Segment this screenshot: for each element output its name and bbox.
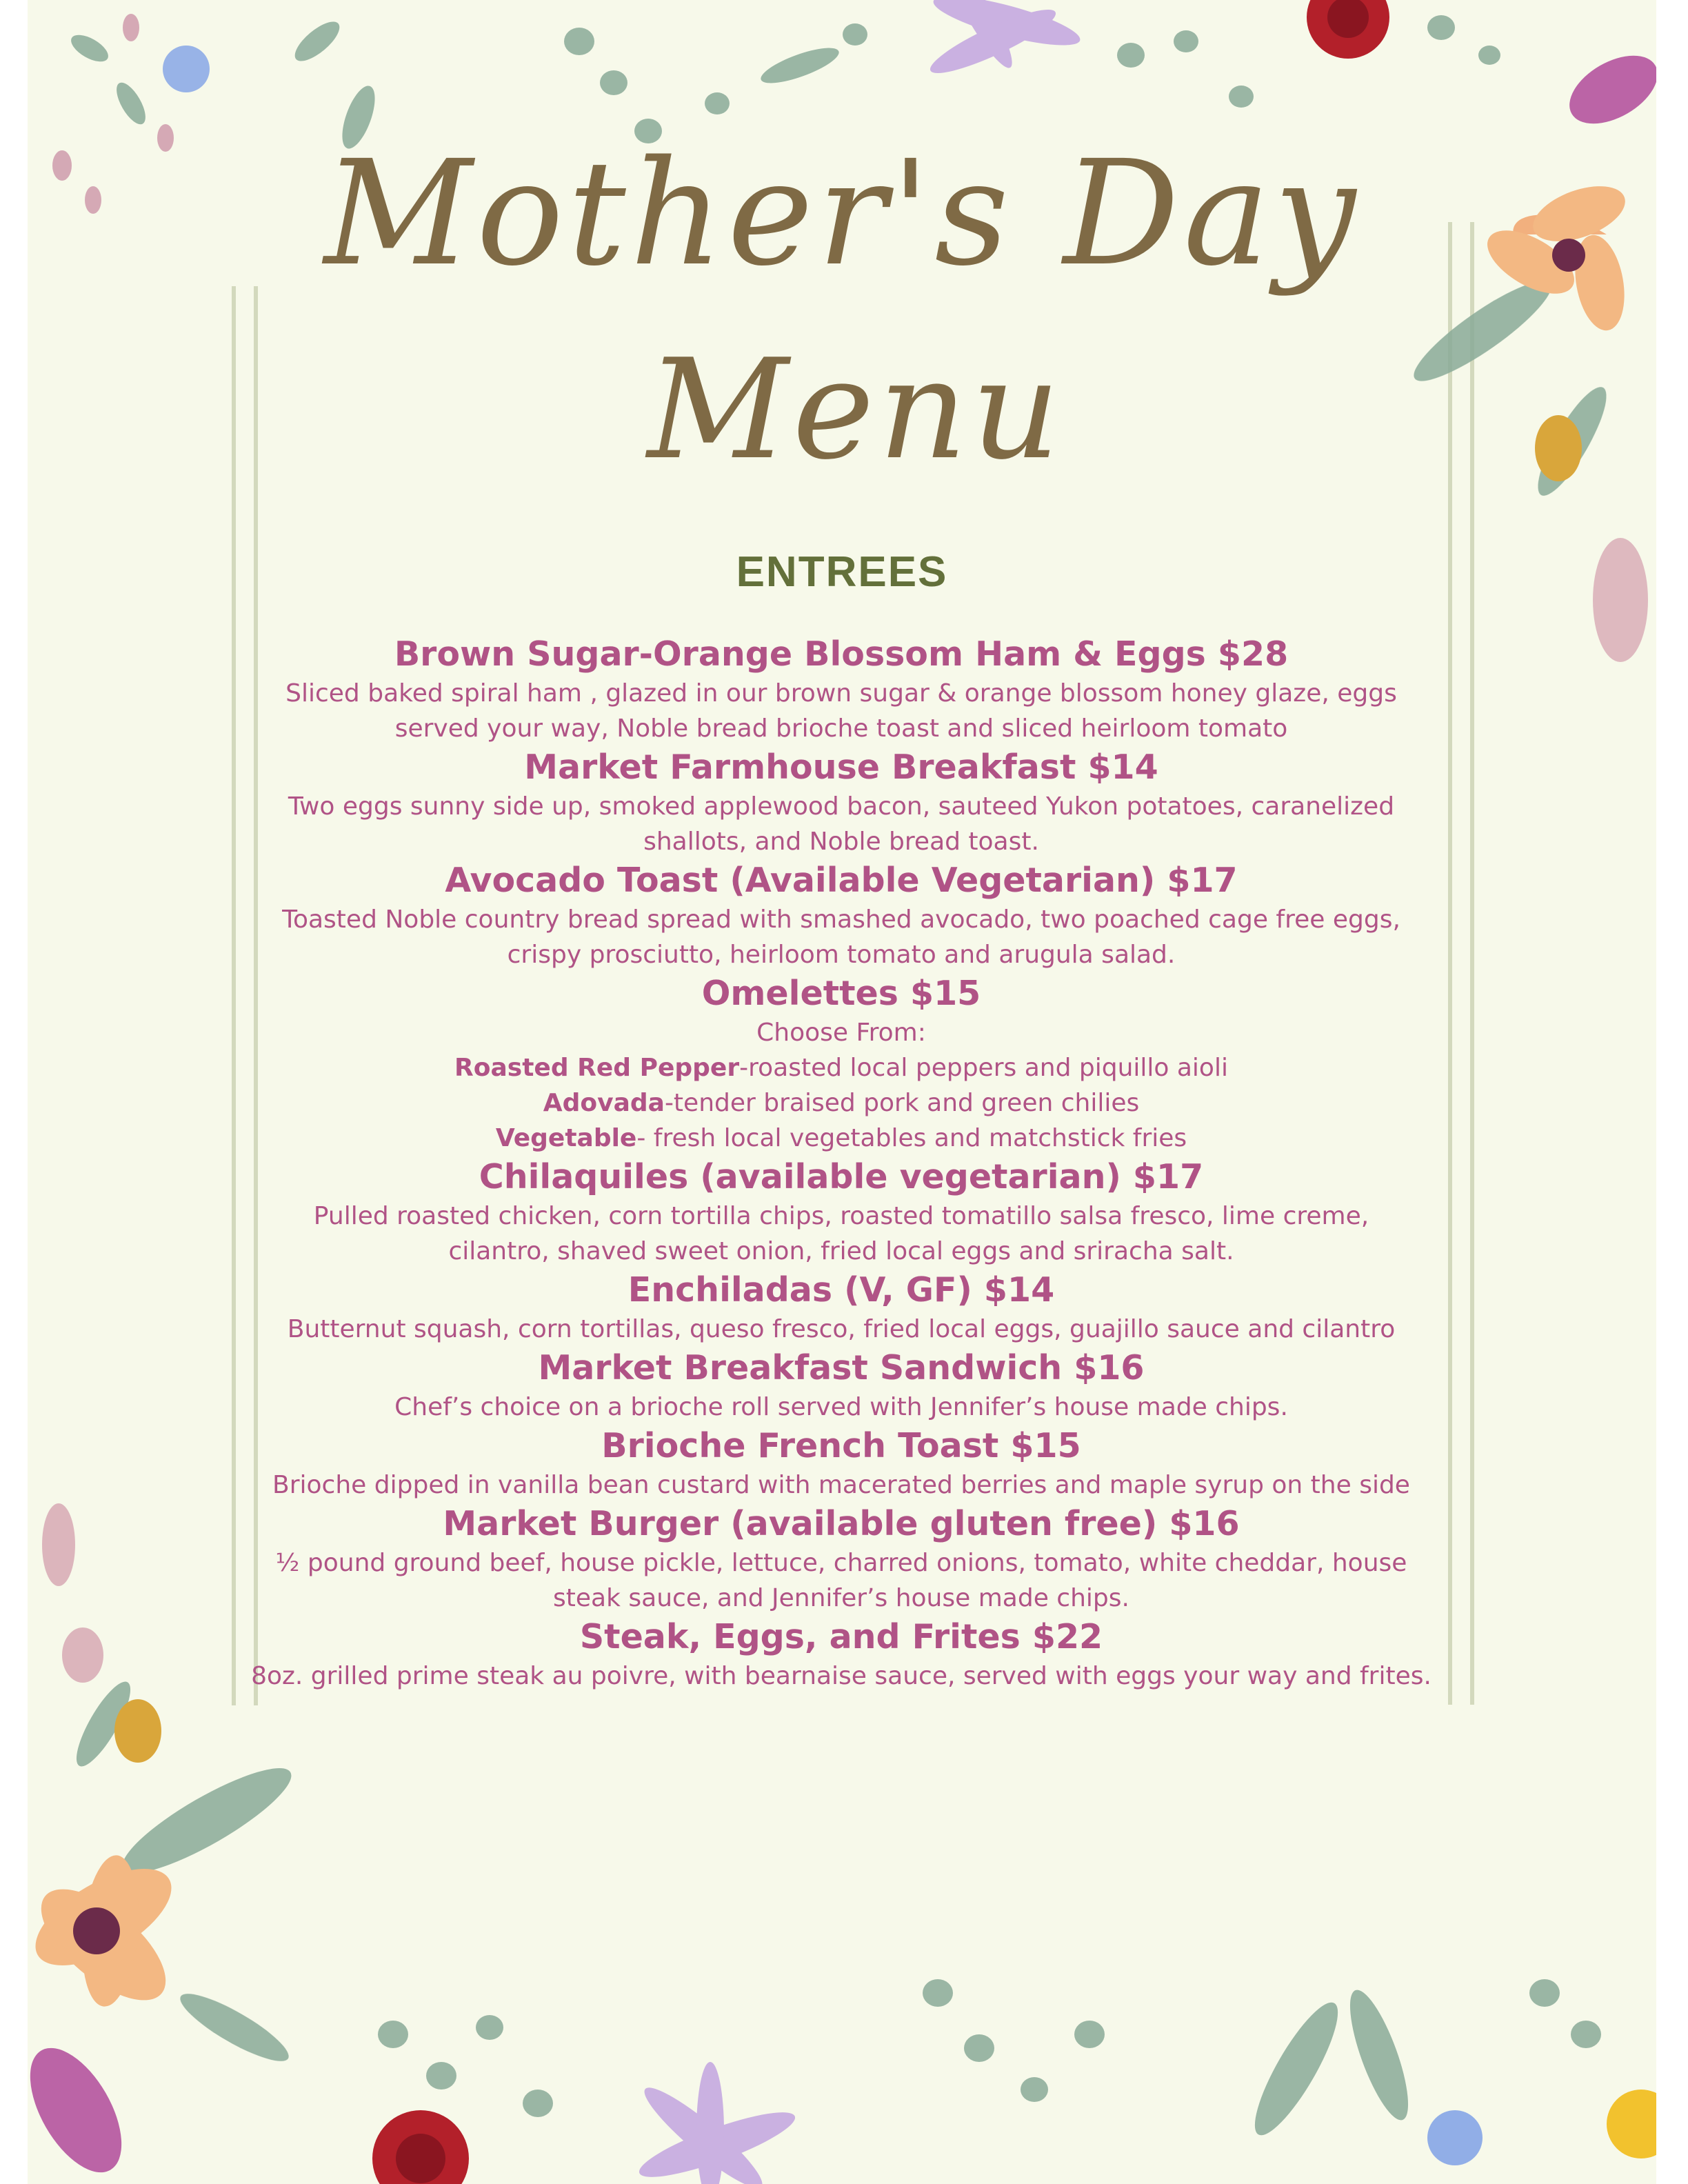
menu-item-title: Chilaquiles (available vegetarian) $17 xyxy=(479,1157,1204,1196)
menu-item-title: Market Farmhouse Breakfast $14 xyxy=(524,748,1158,787)
menu-item xyxy=(152,633,1531,746)
omelette-option xyxy=(152,1085,1531,1121)
menu-item-description: Chef’s choice on a brioche roll served with Jennifer’s house made chips. xyxy=(394,1393,1288,1421)
menu-item-description: Pulled roasted chicken, corn tortilla chips, roasted tomatillo salsa fresco, lime creme, cilantro, shaved sweet onion, fried local eggs and sriracha salt. xyxy=(313,1202,1369,1265)
menu-item xyxy=(152,1503,1531,1616)
menu-item-title: Market Burger (available gluten free) $16 xyxy=(443,1504,1240,1543)
menu-item xyxy=(152,859,1531,972)
omelette-option-name: Roasted Red Pepper xyxy=(454,1054,740,1082)
omelette-option xyxy=(152,1121,1531,1156)
menu-item-title: Enchiladas (V, GF) $14 xyxy=(627,1270,1055,1310)
section-heading-entrees: ENTREES xyxy=(736,548,948,596)
menu-item-description: 8oz. grilled prime steak au poivre, with bearnaise sauce, served with eggs your way and frites. xyxy=(251,1662,1431,1690)
menu-item xyxy=(152,1347,1531,1425)
menu-item xyxy=(152,1269,1531,1347)
menu-item xyxy=(152,1425,1531,1503)
menu-item-description: Butternut squash, corn tortillas, queso fresco, fried local eggs, guajillo sauce and cilantro xyxy=(287,1315,1396,1343)
menu-item-title: Steak, Eggs, and Frites $22 xyxy=(579,1617,1103,1656)
menu-item-title: Avocado Toast (Available Vegetarian) $17 xyxy=(445,861,1238,900)
menu-title-line2: Menu xyxy=(647,330,1065,490)
menu-page xyxy=(28,0,1656,2184)
menu-item-description: Brioche dipped in vanilla bean custard with macerated berries and maple syrup on the side xyxy=(272,1471,1410,1499)
menu-item-description: ½ pound ground beef, house pickle, lettuce, charred onions, tomato, white cheddar, house steak sauce, and Jennifer’s house made chips. xyxy=(275,1549,1407,1612)
menu-item-title: Brown Sugar-Orange Blossom Ham & Eggs $28 xyxy=(394,634,1289,674)
menu-title-line1: Mother's Day xyxy=(323,129,1360,298)
menu-item-description: Toasted Noble country bread spread with smashed avocado, two poached cage free eggs, crispy prosciutto, heirloom tomato and arugula salad. xyxy=(282,905,1400,969)
menu-item xyxy=(152,746,1531,859)
omelette-option-name: Vegetable xyxy=(495,1124,637,1152)
menu-item xyxy=(152,1616,1531,1694)
omelette-option-text: -roasted local peppers and piquillo aioli xyxy=(739,1054,1228,1082)
menu-item-list xyxy=(152,633,1531,1694)
omelette-option-name: Adovada xyxy=(543,1089,665,1117)
menu-item-title: Market Breakfast Sandwich $16 xyxy=(538,1348,1145,1387)
omelette-option-text: - fresh local vegetables and matchstick fries xyxy=(636,1124,1187,1152)
menu-item xyxy=(152,1156,1531,1269)
omelette-option-text: -tender braised pork and green chilies xyxy=(664,1089,1140,1117)
menu-item-description: Choose From: xyxy=(756,1019,926,1047)
menu-item xyxy=(152,972,1531,1156)
menu-item-title: Brioche French Toast $15 xyxy=(601,1426,1081,1465)
menu-item-description: Two eggs sunny side up, smoked applewood bacon, sauteed Yukon potatoes, caranelized shallots, and Noble bread toast. xyxy=(288,792,1395,856)
menu-item-title: Omelettes $15 xyxy=(701,974,981,1013)
floral-decoration-bottom-icon xyxy=(290,1952,1656,2184)
menu-item-description: Sliced baked spiral ham , glazed in our brown sugar & orange blossom honey glaze, eggs served your way, Noble bread brioche toast and sliced heirloom tomato xyxy=(285,679,1397,743)
omelette-option xyxy=(152,1050,1531,1085)
